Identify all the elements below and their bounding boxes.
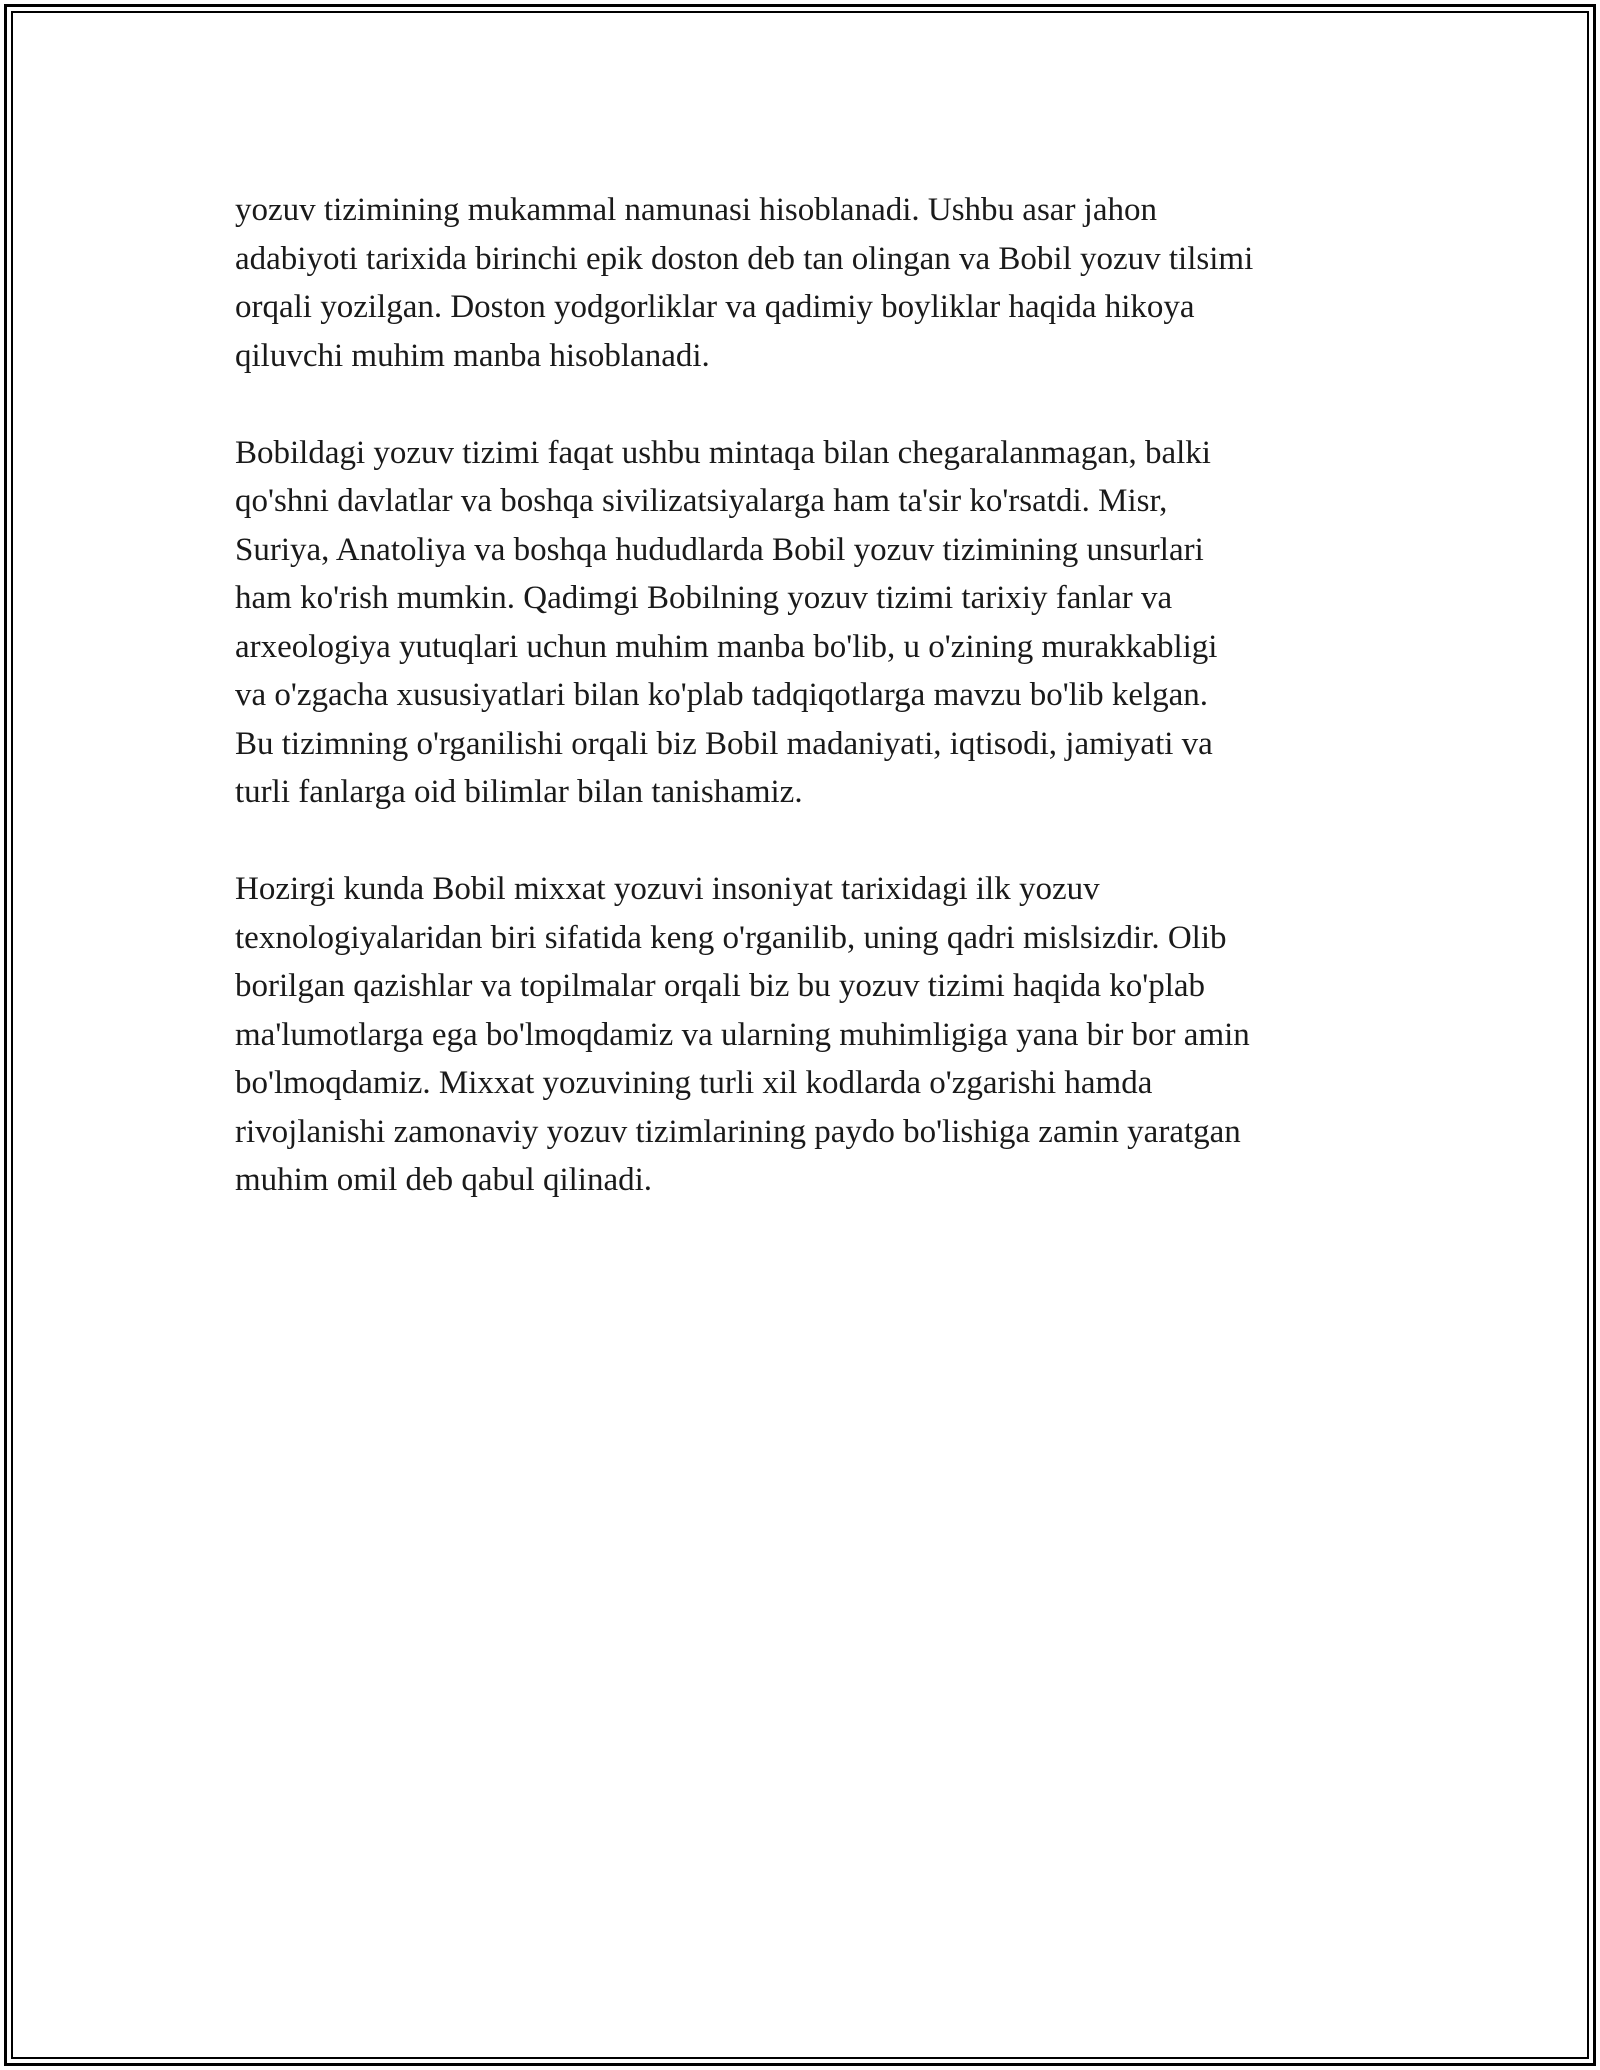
document-body <box>235 186 1385 1253</box>
paragraph-1: yozuv tizimining mukammal namunasi hisoblanadi. Ushbu asar jahon adabiyoti tarixida birinchi epik doston deb tan olingan va Bobil yozuv tilsimi orqali yozilgan. Doston yodgorliklar va qadimiy boyliklar haqida hikoya qiluvchi muhim manba hisoblanadi. <box>235 192 1254 374</box>
paragraph-3: Hozirgi kunda Bobil mixxat yozuvi insoniyat tarixidagi ilk yozuv texnologiyalaridan biri sifatida keng o'rganilib, uning qadri mislsizdir. Olib borilgan qazishlar va topilmalar orqali biz bu yozuv tizimi haqida ko'plab ma'lumotlarga ega bo'lmoqdamiz va ularning muhimligiga yana bir bor amin bo'lmoqdamiz. Mixxat yozuvining turli xil kodlarda o'zgarishi hamda rivojlanishi zamonaviy yozuv tizimlarining paydo bo'lishiga zamin yaratgan muhim omil deb qabul qilinadi. <box>235 871 1250 1198</box>
paragraph-2: Bobildagi yozuv tizimi faqat ushbu mintaqa bilan chegaralanmagan, balki qo'shni davlatlar va boshqa sivilizatsiyalarga ham ta'sir ko'rsatdi. Misr, Suriya, Anatoliya va boshqa hududlarda Bobil yozuv tizimining unsurlari ham ko'rish mumkin. Qadimgi Bobilning yozuv tizimi tarixiy fanlar va arxeologiya yutuqlari uchun muhim manba bo'lib, u o'zining murakkabligi va o'zgacha xususiyatlari bilan ko'plab tadqiqotlarga mavzu bo'lib kelgan. Bu tizimning o'rganilishi orqali biz Bobil madaniyati, iqtisodi, jamiyati va turli fanlarga oid bilimlar bilan tanishamiz. <box>235 434 1218 810</box>
